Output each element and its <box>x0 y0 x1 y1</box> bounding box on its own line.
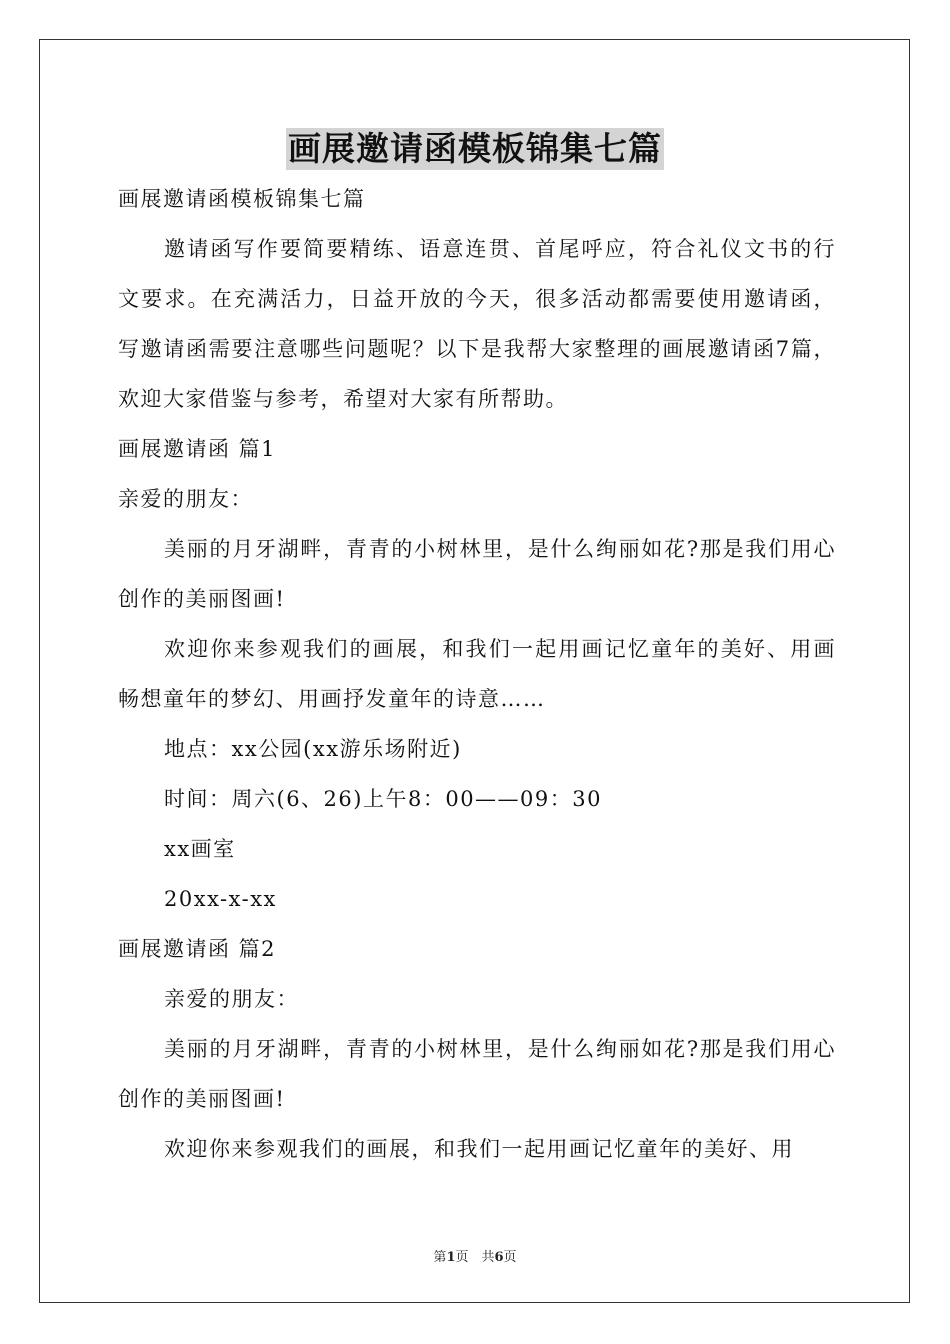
paragraph: 亲爱的朋友： <box>118 487 253 511</box>
footer-page-prefix: 第 <box>433 1250 447 1265</box>
footer-page-total: 6 <box>494 1250 504 1265</box>
paragraph: 20xx-x-xx <box>164 887 277 911</box>
footer-page-current: 1 <box>446 1250 456 1265</box>
paragraph: 时间：周六(6、26)上午8：00——09：30 <box>164 787 602 811</box>
paragraph: 美丽的月牙湖畔，青青的小树林里，是什么绚丽如花?那是我们用心创作的美丽图画! <box>118 1037 836 1111</box>
paragraph: 欢迎你来参观我们的画展，和我们一起用画记忆童年的美好、用 <box>164 1137 794 1161</box>
document-title <box>0 128 950 170</box>
page-footer <box>0 1246 950 1265</box>
paragraph: xx画室 <box>164 837 236 861</box>
paragraph: 欢迎你来参观我们的画展，和我们一起用画记忆童年的美好、用画畅想童年的梦幻、用画抒发童年的诗意…… <box>118 637 836 711</box>
paragraph: 亲爱的朋友： <box>164 987 299 1011</box>
document-title-text: 画展邀请函模板锦集七篇 <box>288 129 662 168</box>
paragraph: 画展邀请函 篇2 <box>118 937 277 961</box>
footer-page-mid: 页 共 <box>455 1250 495 1265</box>
paragraph: 地点：xx公园(xx游乐场附近) <box>164 737 462 761</box>
document-body <box>118 174 836 1174</box>
footer-page-suffix: 页 <box>503 1250 517 1265</box>
paragraph: 画展邀请函 篇1 <box>118 437 277 461</box>
paragraph: 美丽的月牙湖畔，青青的小树林里，是什么绚丽如花?那是我们用心创作的美丽图画! <box>118 537 836 611</box>
paragraph: 画展邀请函模板锦集七篇 <box>118 187 366 211</box>
paragraph: 邀请函写作要简要精练、语意连贯、首尾呼应，符合礼仪文书的行文要求。在充满活力，日益开放的今天，很多活动都需要使用邀请函，写邀请函需要注意哪些问题呢？以下是我帮大家整理的画展邀请函7篇，欢迎大家借鉴与参考，希望对大家有所帮助。 <box>118 237 836 411</box>
